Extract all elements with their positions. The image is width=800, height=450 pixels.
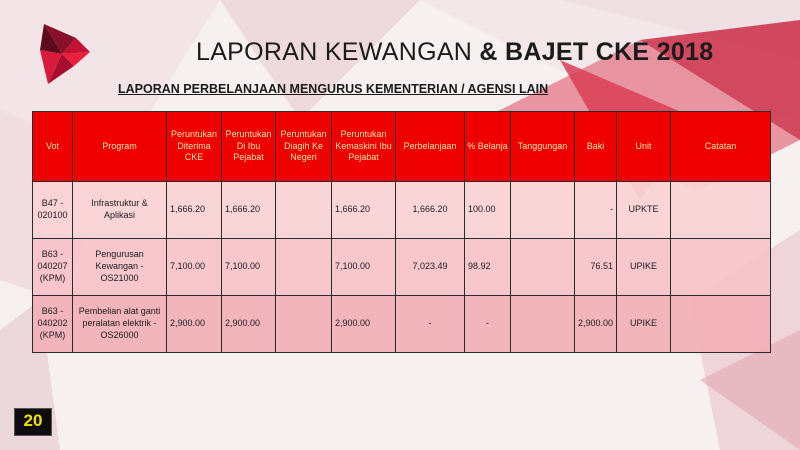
cell-tanggungan [511,296,575,353]
cell-diagih-negeri [276,182,332,239]
cell-diagih-negeri [276,296,332,353]
header-diterima-cke: Peruntukan Diterima CKE [167,112,222,182]
header-diagih-negeri: Peruntukan Diagih Ke Negeri [276,112,332,182]
header-belanja-pct: % Belanja [465,112,511,182]
cell-baki: - [575,182,617,239]
cell-vot: B63 - 040207 (KPM) [33,239,73,296]
table-row [33,182,771,239]
cell-kemaskini: 1,666.20 [332,182,396,239]
cell-kemaskini: 2,900.00 [332,296,396,353]
cell-diterima-cke: 2,900.00 [167,296,222,353]
cell-kemaskini: 7,100.00 [332,239,396,296]
cell-diterima-cke: 1,666.20 [167,182,222,239]
title-main: LAPORAN KEWANGAN [196,38,473,66]
title-bold: & BAJET CKE 2018 [479,38,714,66]
cell-baki: 2,900.00 [575,296,617,353]
table-header-row [33,112,771,182]
cell-belanja-pct: 100.00 [465,182,511,239]
cell-unit: UPIKE [617,239,671,296]
header-catatan: Catatan [671,112,771,182]
slide-subtitle: LAPORAN PERBELANJAAN MENGURUS KEMENTERIAN / AGENSI LAIN [118,82,549,96]
cell-perbelanjaan: 1,666.20 [396,182,465,239]
header-baki: Baki [575,112,617,182]
cell-catatan [671,182,771,239]
cell-diterima-cke: 7,100.00 [167,239,222,296]
header-perbelanjaan: Perbelanjaan [396,112,465,182]
cell-catatan [671,239,771,296]
header-ibu-pejabat: Peruntukan Di Ibu Pejabat [222,112,276,182]
cell-belanja-pct: 98.92 [465,239,511,296]
header-kemaskini: Peruntukan Kemaskini Ibu Pejabat [332,112,396,182]
cell-program: Infrastruktur & Aplikasi [73,182,167,239]
cell-ibu-pejabat: 7,100.00 [222,239,276,296]
cell-baki: 76.51 [575,239,617,296]
logo-icon [34,24,90,84]
header-program: Program [73,112,167,182]
table-row [33,296,771,353]
cell-program: Pembelian alat ganti peralatan elektrik - OS26000 [73,296,167,353]
cell-perbelanjaan: 7,023.49 [396,239,465,296]
cell-unit: UPIKE [617,296,671,353]
header-tanggungan: Tanggungan [511,112,575,182]
cell-vot: B47 - 020100 [33,182,73,239]
cell-diagih-negeri [276,239,332,296]
cell-tanggungan [511,239,575,296]
header-vot: Vot [33,112,73,182]
cell-catatan [671,296,771,353]
cell-ibu-pejabat: 1,666.20 [222,182,276,239]
expenditure-table [32,111,771,353]
cell-ibu-pejabat: 2,900.00 [222,296,276,353]
page-number-badge [10,404,56,438]
cell-vot: B63 - 040202 (KPM) [33,296,73,353]
cell-program: Pengurusan Kewangan - OS21000 [73,239,167,296]
header-unit: Unit [617,112,671,182]
cell-perbelanjaan: - [396,296,465,353]
page-number: 20 [23,411,43,430]
slide-title [196,38,713,67]
cell-unit: UPKTE [617,182,671,239]
table-row [33,239,771,296]
cell-tanggungan [511,182,575,239]
cell-belanja-pct: - [465,296,511,353]
